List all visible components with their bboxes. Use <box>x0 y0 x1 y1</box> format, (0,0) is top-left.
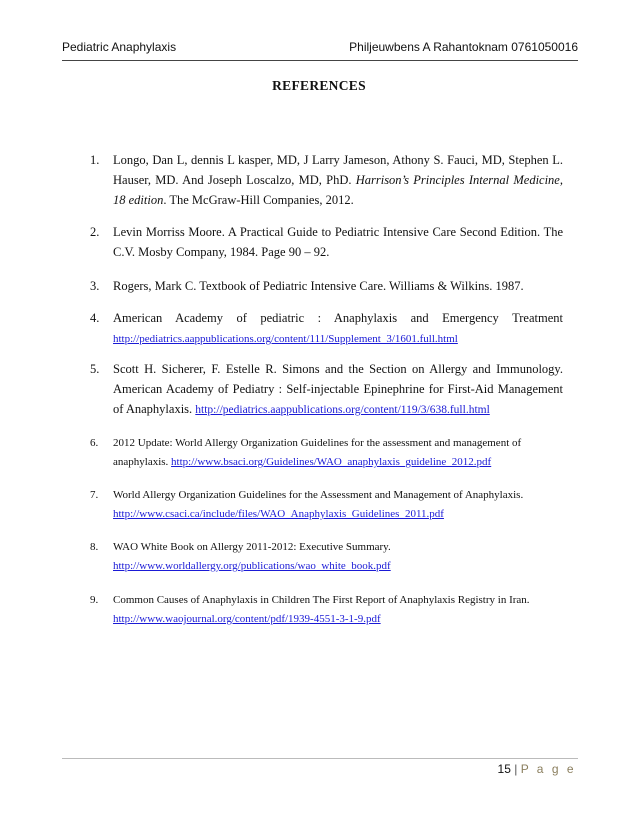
reference-item-9 <box>90 591 563 629</box>
reference-number: 5. <box>90 362 100 376</box>
reference-item-8 <box>90 538 563 576</box>
reference-text: Longo, Dan L, dennis L kasper, MD, J Larry Jameson, Athony S. Fauci, MD, Stephen L. Hauser, MD. And Joseph Loscalzo, MD, PhD. <box>113 153 563 187</box>
header-document-title: Pediatric Anaphylaxis <box>62 40 177 54</box>
reference-text: World Allergy Organization Guidelines for the Assessment and Management of Anaphylaxis. <box>113 489 524 501</box>
reference-link[interactable]: http://www.bsaci.org/Guidelines/WAO_anaphylaxis_guideline_2012.pdf <box>171 456 492 468</box>
reference-number: 2. <box>90 225 100 239</box>
reference-number: 8. <box>90 541 99 553</box>
reference-text: Scott H. Sicherer, F. Estelle R. Simons and the Section on Allergy and Immunology. American Academy of Pediatry : Self-injectable Epinephrine for First-Aid Management of Anaphylaxis. <box>113 362 563 416</box>
reference-item-2 <box>90 222 563 262</box>
header-author: Philjeuwbens A Rahantoknam 0761050016 <box>349 40 578 54</box>
reference-item-7 <box>90 486 563 524</box>
page-title: REFERENCES <box>272 78 366 93</box>
reference-list <box>90 150 563 629</box>
reference-item-5 <box>90 359 563 420</box>
reference-link[interactable]: http://www.worldallergy.org/publications/wao_white_book.pdf <box>113 560 391 572</box>
footer-divider <box>62 758 578 759</box>
reference-text: 2012 Update: World Allergy Organization Guidelines for the assessment and management of anaphylaxis. <box>113 437 522 468</box>
page-label: P a g e <box>520 762 576 776</box>
reference-number: 1. <box>90 153 100 167</box>
reference-item-3 <box>90 276 563 296</box>
reference-item-4 <box>90 308 563 349</box>
reference-number: 9. <box>90 594 99 606</box>
page-footer <box>498 762 576 776</box>
reference-number: 4. <box>90 311 100 325</box>
reference-number: 6. <box>90 437 99 449</box>
reference-text: American Academy of pediatric : Anaphylaxis and Emergency Treatment <box>113 311 563 325</box>
reference-number: 7. <box>90 489 99 501</box>
reference-link[interactable]: http://www.csaci.ca/include/files/WAO_Anaphylaxis_Guidelines_2011.pdf <box>113 508 444 520</box>
page-header <box>62 38 578 61</box>
reference-item-6 <box>90 434 563 472</box>
reference-link[interactable]: http://pediatrics.aappublications.org/content/111/Supplement_3/1601.full.html <box>113 333 458 345</box>
reference-number: 3. <box>90 279 100 293</box>
reference-text: WAO White Book on Allergy 2011-2012: Executive Summary. <box>113 541 391 553</box>
page-number: 15 <box>497 762 511 776</box>
reference-link[interactable]: http://www.waojournal.org/content/pdf/1939-4551-3-1-9.pdf <box>113 613 381 625</box>
reference-text: Rogers, Mark C. Textbook of Pediatric Intensive Care. Williams & Wilkins. 1987. <box>113 279 524 293</box>
reference-text: Levin Morriss Moore. A Practical Guide to Pediatric Intensive Care Second Edition. The C.V. Mosby Company, 1984. Page 90 – 92. <box>113 225 563 259</box>
reference-link[interactable]: http://pediatrics.aappublications.org/content/119/3/638.full.html <box>195 404 490 416</box>
footer-separator: | <box>514 762 518 776</box>
reference-text: . The McGraw-Hill Companies, 2012. <box>163 193 354 207</box>
reference-book-title: Harrison’s Principles Internal Medicine, 18 edition <box>113 173 563 207</box>
reference-item-1 <box>90 150 563 210</box>
reference-text: Common Causes of Anaphylaxis in Children The First Report of Anaphylaxis Registry in Iran. <box>113 594 530 606</box>
